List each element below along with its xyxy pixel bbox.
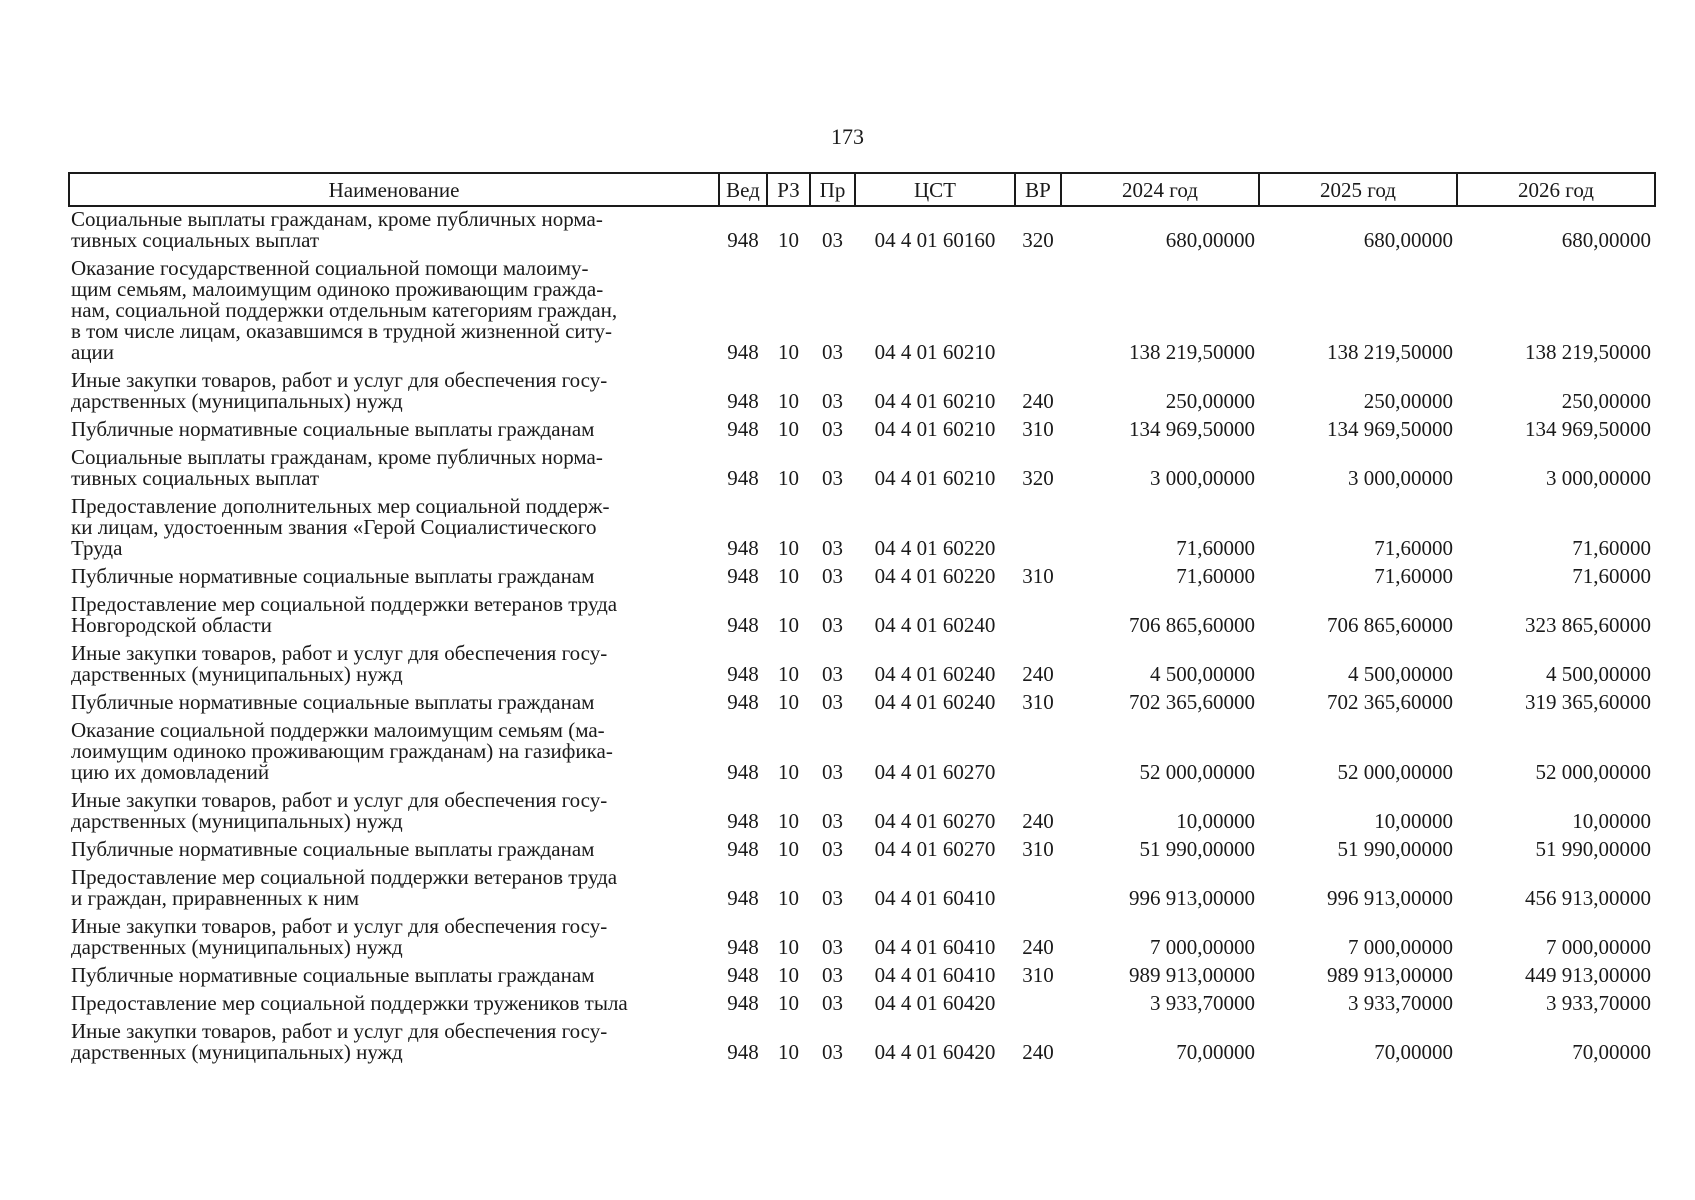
table-row	[69, 991, 1655, 1019]
cell-pr: 03	[822, 228, 843, 252]
cell-2025: 134 969,50000	[1327, 417, 1453, 441]
cell-name-line: Оказание социальной поддержки малоимущим семьям (ма-	[71, 718, 605, 742]
cell-rz: 10	[778, 1040, 799, 1064]
cell-name-line: Публичные нормативные социальные выплаты гражданам	[71, 837, 595, 861]
header-cst: ЦСТ	[855, 173, 1015, 206]
cell-name-line: ации	[71, 340, 115, 364]
cell-rz: 10	[778, 690, 799, 714]
cell-ved: 948	[727, 837, 759, 861]
table-row	[69, 564, 1655, 592]
cell-name-line: Иные закупки товаров, работ и услуг для обеспечения госу-	[71, 368, 608, 392]
cell-2024: 52 000,00000	[1139, 760, 1255, 784]
header-pr: Пр	[810, 173, 855, 206]
cell-vr	[1015, 991, 1061, 1019]
cell-name-line: Иные закупки товаров, работ и услуг для обеспечения госу-	[71, 788, 608, 812]
header-2025: 2025 год	[1259, 173, 1457, 206]
cell-pr: 03	[822, 690, 843, 714]
cell-name-line: и граждан, приравненных к ним	[71, 886, 360, 910]
cell-ved: 948	[727, 662, 759, 686]
table-row	[69, 690, 1655, 718]
cell-name-line: Публичные нормативные социальные выплаты гражданам	[71, 417, 595, 441]
table-row	[69, 718, 1655, 788]
cell-name-line: Новгородской области	[71, 613, 272, 637]
cell-pr: 03	[822, 417, 843, 441]
cell-cst: 04 4 01 60270	[874, 837, 996, 861]
cell-name	[69, 417, 719, 445]
table-row	[69, 256, 1655, 368]
cell-name	[69, 641, 719, 690]
cell-vr: 310	[1022, 690, 1054, 714]
table-row	[69, 592, 1655, 641]
cell-2026: 4 500,00000	[1546, 662, 1651, 686]
cell-ved: 948	[727, 991, 759, 1015]
cell-vr	[1015, 494, 1061, 564]
cell-2026: 70,00000	[1572, 1040, 1651, 1064]
cell-rz: 10	[778, 809, 799, 833]
cell-ved: 948	[727, 228, 759, 252]
cell-name-line: дарственных (муниципальных) нужд	[71, 809, 403, 833]
cell-ved: 948	[727, 389, 759, 413]
cell-cst: 04 4 01 60210	[874, 417, 996, 441]
table-row	[69, 788, 1655, 837]
budget-table	[68, 172, 1656, 1068]
cell-ved: 948	[727, 417, 759, 441]
header-ved: Вед	[719, 173, 767, 206]
cell-pr: 03	[822, 809, 843, 833]
cell-2026: 71,60000	[1572, 564, 1651, 588]
cell-name	[69, 991, 719, 1019]
cell-2026: 456 913,00000	[1525, 886, 1651, 910]
cell-cst: 04 4 01 60420	[874, 1040, 996, 1064]
cell-ved: 948	[727, 760, 759, 784]
cell-2024: 706 865,60000	[1129, 613, 1255, 637]
cell-vr	[1015, 865, 1061, 914]
cell-rz: 10	[778, 340, 799, 364]
cell-2026: 3 000,00000	[1546, 466, 1651, 490]
cell-2026: 3 933,70000	[1546, 991, 1651, 1015]
cell-2026: 319 365,60000	[1525, 690, 1651, 714]
cell-vr	[1015, 592, 1061, 641]
table-row	[69, 1019, 1655, 1068]
cell-cst: 04 4 01 60410	[874, 935, 996, 959]
table-row	[69, 206, 1655, 256]
cell-2026: 680,00000	[1561, 228, 1651, 252]
cell-2024: 989 913,00000	[1129, 963, 1255, 987]
cell-rz: 10	[778, 417, 799, 441]
cell-name	[69, 718, 719, 788]
cell-2025: 706 865,60000	[1327, 613, 1453, 637]
cell-pr: 03	[822, 1040, 843, 1064]
cell-pr: 03	[822, 991, 843, 1015]
cell-name-line: дарственных (муниципальных) нужд	[71, 662, 403, 686]
cell-rz: 10	[778, 760, 799, 784]
cell-2025: 7 000,00000	[1348, 935, 1453, 959]
cell-name-line: ки лицам, удостоенным звания «Герой Социалистического	[71, 515, 597, 539]
cell-ved: 948	[727, 613, 759, 637]
header-2024: 2024 год	[1061, 173, 1259, 206]
cell-2024: 7 000,00000	[1150, 935, 1255, 959]
cell-name	[69, 690, 719, 718]
table-row	[69, 368, 1655, 417]
cell-name	[69, 206, 719, 256]
cell-name-line: нам, социальной поддержки отдельным категориям граждан,	[71, 298, 618, 322]
cell-2024: 10,00000	[1176, 809, 1255, 833]
cell-name	[69, 914, 719, 963]
cell-name	[69, 256, 719, 368]
cell-pr: 03	[822, 536, 843, 560]
cell-pr: 03	[822, 963, 843, 987]
header-row	[69, 173, 1655, 206]
cell-2024: 3 933,70000	[1150, 991, 1255, 1015]
cell-vr	[1015, 256, 1061, 368]
cell-name-line: цию их домовладений	[71, 760, 270, 784]
cell-2026: 71,60000	[1572, 536, 1651, 560]
cell-name	[69, 592, 719, 641]
cell-cst: 04 4 01 60270	[874, 809, 996, 833]
cell-pr: 03	[822, 760, 843, 784]
cell-name	[69, 865, 719, 914]
cell-vr: 310	[1022, 417, 1054, 441]
cell-rz: 10	[778, 837, 799, 861]
cell-ved: 948	[727, 809, 759, 833]
header-2026: 2026 год	[1457, 173, 1655, 206]
cell-vr: 320	[1022, 228, 1054, 252]
table-row	[69, 837, 1655, 865]
cell-2026: 10,00000	[1572, 809, 1651, 833]
cell-ved: 948	[727, 564, 759, 588]
cell-2025: 10,00000	[1374, 809, 1453, 833]
cell-name-line: Предоставление мер социальной поддержки ветеранов труда	[71, 865, 618, 889]
cell-cst: 04 4 01 60420	[874, 991, 996, 1015]
cell-pr: 03	[822, 613, 843, 637]
cell-2025: 702 365,60000	[1327, 690, 1453, 714]
cell-ved: 948	[727, 340, 759, 364]
cell-2024: 70,00000	[1176, 1040, 1255, 1064]
cell-2024: 996 913,00000	[1129, 886, 1255, 910]
header-name: Наименование	[69, 173, 719, 206]
cell-vr: 240	[1022, 1040, 1054, 1064]
cell-2025: 250,00000	[1363, 389, 1453, 413]
cell-ved: 948	[727, 536, 759, 560]
cell-cst: 04 4 01 60270	[874, 760, 996, 784]
cell-rz: 10	[778, 662, 799, 686]
cell-2026: 250,00000	[1561, 389, 1651, 413]
cell-pr: 03	[822, 466, 843, 490]
page-number: 173	[831, 124, 864, 149]
cell-2025: 3 000,00000	[1348, 466, 1453, 490]
cell-2025: 680,00000	[1363, 228, 1453, 252]
cell-name-line: Предоставление дополнительных мер социальной поддерж-	[71, 494, 610, 518]
cell-name-line: Иные закупки товаров, работ и услуг для обеспечения госу-	[71, 1019, 608, 1043]
cell-name	[69, 1019, 719, 1068]
cell-pr: 03	[822, 837, 843, 861]
table-body	[69, 206, 1655, 1068]
cell-ved: 948	[727, 963, 759, 987]
cell-rz: 10	[778, 564, 799, 588]
cell-2026: 323 865,60000	[1525, 613, 1651, 637]
cell-2025: 4 500,00000	[1348, 662, 1453, 686]
cell-rz: 10	[778, 963, 799, 987]
cell-2025: 138 219,50000	[1327, 340, 1453, 364]
cell-2024: 138 219,50000	[1129, 340, 1255, 364]
cell-cst: 04 4 01 60210	[874, 466, 996, 490]
cell-name-line: дарственных (муниципальных) нужд	[71, 935, 403, 959]
cell-name-line: Оказание государственной социальной помощи малоиму-	[71, 256, 589, 280]
cell-vr: 320	[1022, 466, 1054, 490]
cell-pr: 03	[822, 886, 843, 910]
cell-rz: 10	[778, 886, 799, 910]
cell-name	[69, 963, 719, 991]
cell-vr: 310	[1022, 963, 1054, 987]
cell-name	[69, 788, 719, 837]
cell-name-line: Социальные выплаты гражданам, кроме публичных норма-	[71, 445, 603, 469]
cell-name	[69, 564, 719, 592]
cell-name-line: Труда	[71, 536, 123, 560]
cell-vr: 240	[1022, 662, 1054, 686]
cell-cst: 04 4 01 60240	[874, 613, 996, 637]
cell-vr	[1015, 718, 1061, 788]
table-row	[69, 445, 1655, 494]
cell-name-line: дарственных (муниципальных) нужд	[71, 389, 403, 413]
cell-cst: 04 4 01 60410	[874, 886, 996, 910]
table-row	[69, 914, 1655, 963]
cell-2024: 71,60000	[1176, 536, 1255, 560]
cell-2025: 70,00000	[1374, 1040, 1453, 1064]
cell-cst: 04 4 01 60160	[874, 228, 996, 252]
cell-cst: 04 4 01 60220	[874, 536, 996, 560]
cell-2025: 71,60000	[1374, 536, 1453, 560]
cell-rz: 10	[778, 228, 799, 252]
cell-2024: 3 000,00000	[1150, 466, 1255, 490]
cell-vr: 310	[1022, 837, 1054, 861]
cell-rz: 10	[778, 935, 799, 959]
cell-ved: 948	[727, 935, 759, 959]
table-row	[69, 641, 1655, 690]
cell-ved: 948	[727, 690, 759, 714]
cell-2024: 134 969,50000	[1129, 417, 1255, 441]
cell-name-line: Предоставление мер социальной поддержки ветеранов труда	[71, 592, 618, 616]
cell-name	[69, 494, 719, 564]
cell-2024: 680,00000	[1165, 228, 1255, 252]
header-vr: ВР	[1015, 173, 1061, 206]
cell-pr: 03	[822, 389, 843, 413]
cell-name-line: дарственных (муниципальных) нужд	[71, 1040, 403, 1064]
cell-name-line: Публичные нормативные социальные выплаты гражданам	[71, 963, 595, 987]
cell-pr: 03	[822, 935, 843, 959]
cell-pr: 03	[822, 340, 843, 364]
cell-rz: 10	[778, 389, 799, 413]
cell-ved: 948	[727, 886, 759, 910]
cell-name-line: тивных социальных выплат	[71, 228, 320, 252]
cell-2025: 996 913,00000	[1327, 886, 1453, 910]
cell-2025: 71,60000	[1374, 564, 1453, 588]
cell-name-line: щим семьям, малоимущим одиноко проживающим гражда-	[71, 277, 604, 301]
cell-name-line: Социальные выплаты гражданам, кроме публичных норма-	[71, 207, 603, 231]
cell-2024: 702 365,60000	[1129, 690, 1255, 714]
cell-name-line: Предоставление мер социальной поддержки тружеников тыла	[71, 991, 628, 1015]
cell-name-line: в том числе лицам, оказавшимся в трудной жизненной ситу-	[71, 319, 613, 343]
cell-cst: 04 4 01 60220	[874, 564, 996, 588]
table-row	[69, 494, 1655, 564]
cell-cst: 04 4 01 60210	[874, 389, 996, 413]
cell-2026: 449 913,00000	[1525, 963, 1651, 987]
cell-2024: 71,60000	[1176, 564, 1255, 588]
table-row	[69, 865, 1655, 914]
cell-2025: 52 000,00000	[1337, 760, 1453, 784]
cell-2026: 134 969,50000	[1525, 417, 1651, 441]
cell-name-line: Иные закупки товаров, работ и услуг для обеспечения госу-	[71, 914, 608, 938]
header-rz: РЗ	[767, 173, 810, 206]
cell-vr: 310	[1022, 564, 1054, 588]
cell-name	[69, 368, 719, 417]
cell-rz: 10	[778, 536, 799, 560]
cell-rz: 10	[778, 613, 799, 637]
cell-cst: 04 4 01 60410	[874, 963, 996, 987]
table-row	[69, 963, 1655, 991]
cell-cst: 04 4 01 60240	[874, 662, 996, 686]
cell-2024: 51 990,00000	[1139, 837, 1255, 861]
cell-name-line: лоимущим одиноко проживающим гражданам) на газифика-	[71, 739, 613, 763]
cell-2026: 52 000,00000	[1535, 760, 1651, 784]
cell-name-line: тивных социальных выплат	[71, 466, 320, 490]
cell-cst: 04 4 01 60240	[874, 690, 996, 714]
cell-name-line: Публичные нормативные социальные выплаты гражданам	[71, 564, 595, 588]
cell-vr: 240	[1022, 389, 1054, 413]
cell-2026: 7 000,00000	[1546, 935, 1651, 959]
cell-name	[69, 445, 719, 494]
cell-pr: 03	[822, 662, 843, 686]
cell-name-line: Иные закупки товаров, работ и услуг для обеспечения госу-	[71, 641, 608, 665]
cell-rz: 10	[778, 991, 799, 1015]
table-row	[69, 417, 1655, 445]
cell-2024: 4 500,00000	[1150, 662, 1255, 686]
cell-name-line: Публичные нормативные социальные выплаты гражданам	[71, 690, 595, 714]
cell-2025: 3 933,70000	[1348, 991, 1453, 1015]
cell-2025: 51 990,00000	[1337, 837, 1453, 861]
cell-rz: 10	[778, 466, 799, 490]
cell-pr: 03	[822, 564, 843, 588]
cell-name	[69, 837, 719, 865]
cell-ved: 948	[727, 466, 759, 490]
cell-2026: 138 219,50000	[1525, 340, 1651, 364]
cell-vr: 240	[1022, 809, 1054, 833]
cell-ved: 948	[727, 1040, 759, 1064]
cell-vr: 240	[1022, 935, 1054, 959]
cell-cst: 04 4 01 60210	[874, 340, 996, 364]
cell-2024: 250,00000	[1165, 389, 1255, 413]
cell-2026: 51 990,00000	[1535, 837, 1651, 861]
cell-2025: 989 913,00000	[1327, 963, 1453, 987]
